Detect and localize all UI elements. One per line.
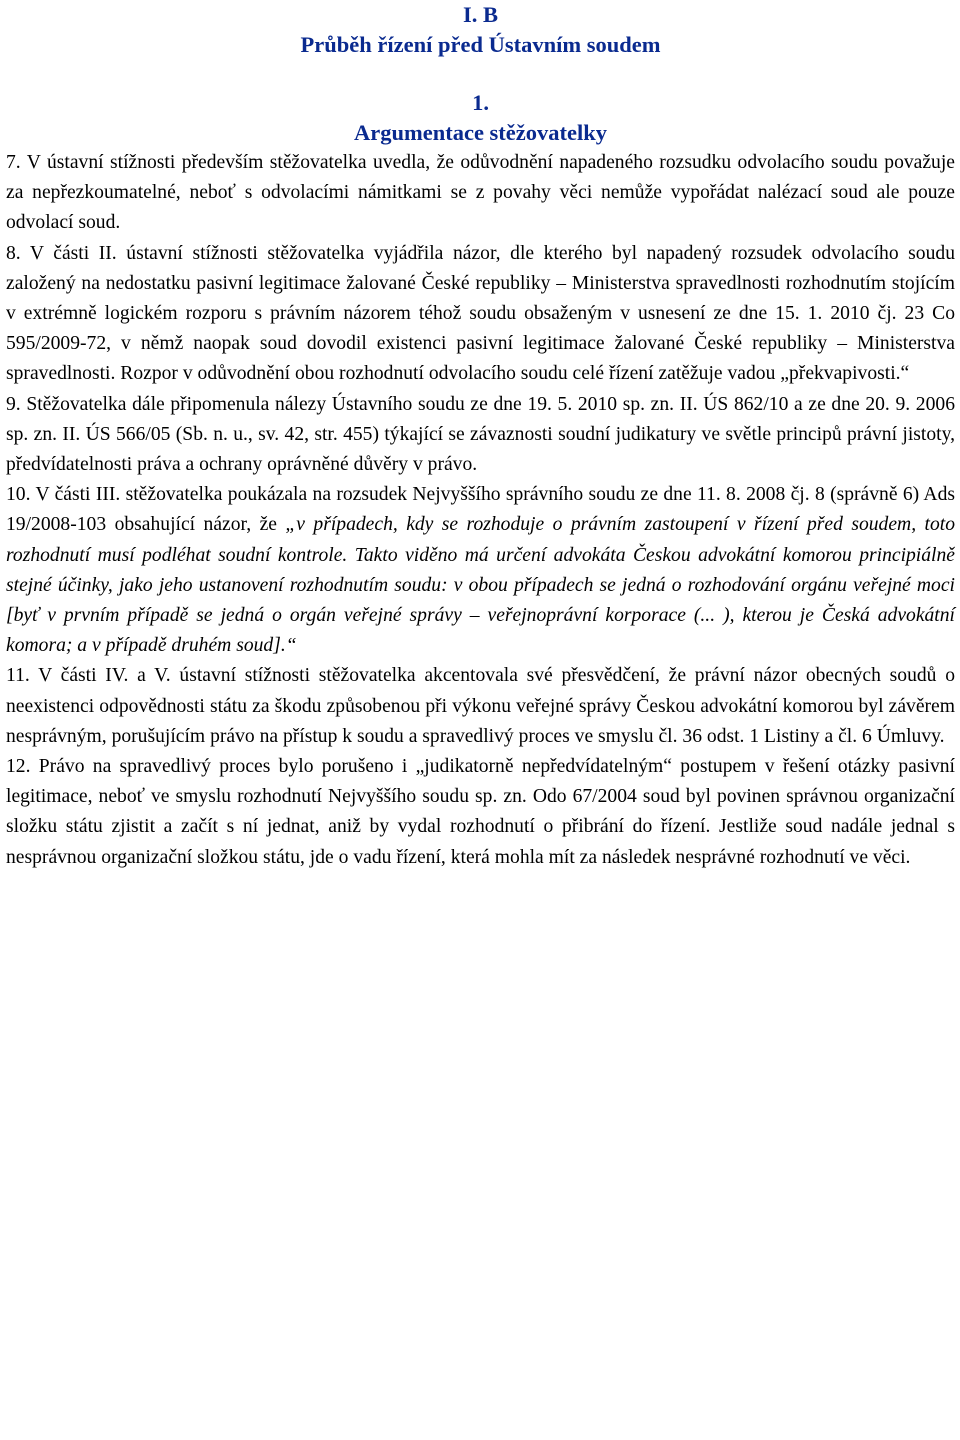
paragraph-8: 8. V části II. ústavní stížnosti stěžovatelka vyjádřila názor, dle kterého byl napadený rozsudek odvolacího soudu založený na nedostatku pasivní legitimace žalované České republiky – Ministerstva spravedlnosti rozhodnutím stojícím v extrémně logickém rozporu s právním názorem téhož soudu obsaženým v usnesení ze dne 15. 1. 2010 čj. 23 Co 595/2009-72, v němž naopak soud dovodil existenci pasivní legitimace žalované České republiky – Ministerstva spravedlnosti. Rozpor v odůvodnění obou rozhodnutí odvolacího soudu celé řízení zatěžuje vadou „překvapivosti.“ — [6, 242, 955, 385]
paragraph-7: 7. V ústavní stížnosti především stěžovatelka uvedla, že odůvodnění napadeného rozsudku odvolacího soudu považuje za nepřezkoumatelné, neboť s odvolacími námitkami se z povahy věci nemůže vypořádat nalézací soud ale pouze odvolací soud. — [6, 152, 955, 234]
section-title: Průběh řízení před Ústavním soudem — [300, 32, 661, 57]
subsection-number: 1. — [472, 90, 489, 115]
paragraph-10 — [6, 480, 955, 661]
document-page — [6, 0, 955, 873]
paragraph-10-quote: „v případech, kdy se rozhoduje o právním zastoupení v řízení před soudem, toto rozhodnutí musí podléhat soudní kontrole. Takto viděno má určení advokáta Českou advokátní komorou principiálně stejné účinky, jako jeho ustanovení rozhodnutím soudu: v obou případech se jedná o rozhodování orgánu veřejné moci [byť v prvním případě se jedná o orgán veřejné správy – veřejnoprávní korporace (... ), kterou je Česká advokátní komora; a v případě druhém soud].“ — [6, 514, 955, 657]
paragraph-11: 11. V části IV. a V. ústavní stížnosti stěžovatelka akcentovala své přesvědčení, že právní názor obecných soudů o neexistenci odpovědnosti státu za škodu způsobenou při výkonu veřejné správy Českou advokátní komorou byl závěrem nesprávným, porušujícím právo na přístup k soudu a spravedlivý proces ve smyslu čl. 36 odst. 1 Listiny a čl. 6 Úmluvy. — [6, 665, 955, 747]
paragraph-10-text: 10. V části III. stěžovatelka poukázala na rozsudek Nejvyššího správního soudu ze dne 11. 8. 2008 čj. 8 (správně 6) Ads 19/2008-103 obsahující názor, že — [6, 484, 955, 536]
section-number: I. B — [462, 2, 498, 27]
paragraph-9: 9. Stěžovatelka dále připomenula nálezy Ústavního soudu ze dne 19. 5. 2010 sp. zn. II. ÚS 862/10 a ze dne 20. 9. 2006 sp. zn. II. ÚS 566/05 (Sb. n. u., sv. 42, str. 455) týkající se závaznosti soudní judikatury ve světle principů právní jistoty, předvídatelnosti práva a ochrany oprávněné důvěry v právo. — [6, 393, 955, 476]
paragraph-12: 12. Právo na spravedlivý proces bylo porušeno i „judikatorně nepředvídatelným“ postupem v řešení otázky pasivní legitimace, neboť ve smyslu rozhodnutí Nejvyššího soudu sp. zn. Odo 67/2004 soud byl povinen správnou organizační složku státu zjistit a začít s ní jednat, aniž by vydal rozhodnutí o přibrání do řízení. Jestliže soud nadále jednal s nesprávnou organizační složkou státu, jde o vadu řízení, která mohla mít za následek nesprávné rozhodnutí ve věci. — [6, 756, 955, 868]
subsection-title: Argumentace stěžovatelky — [353, 120, 608, 145]
